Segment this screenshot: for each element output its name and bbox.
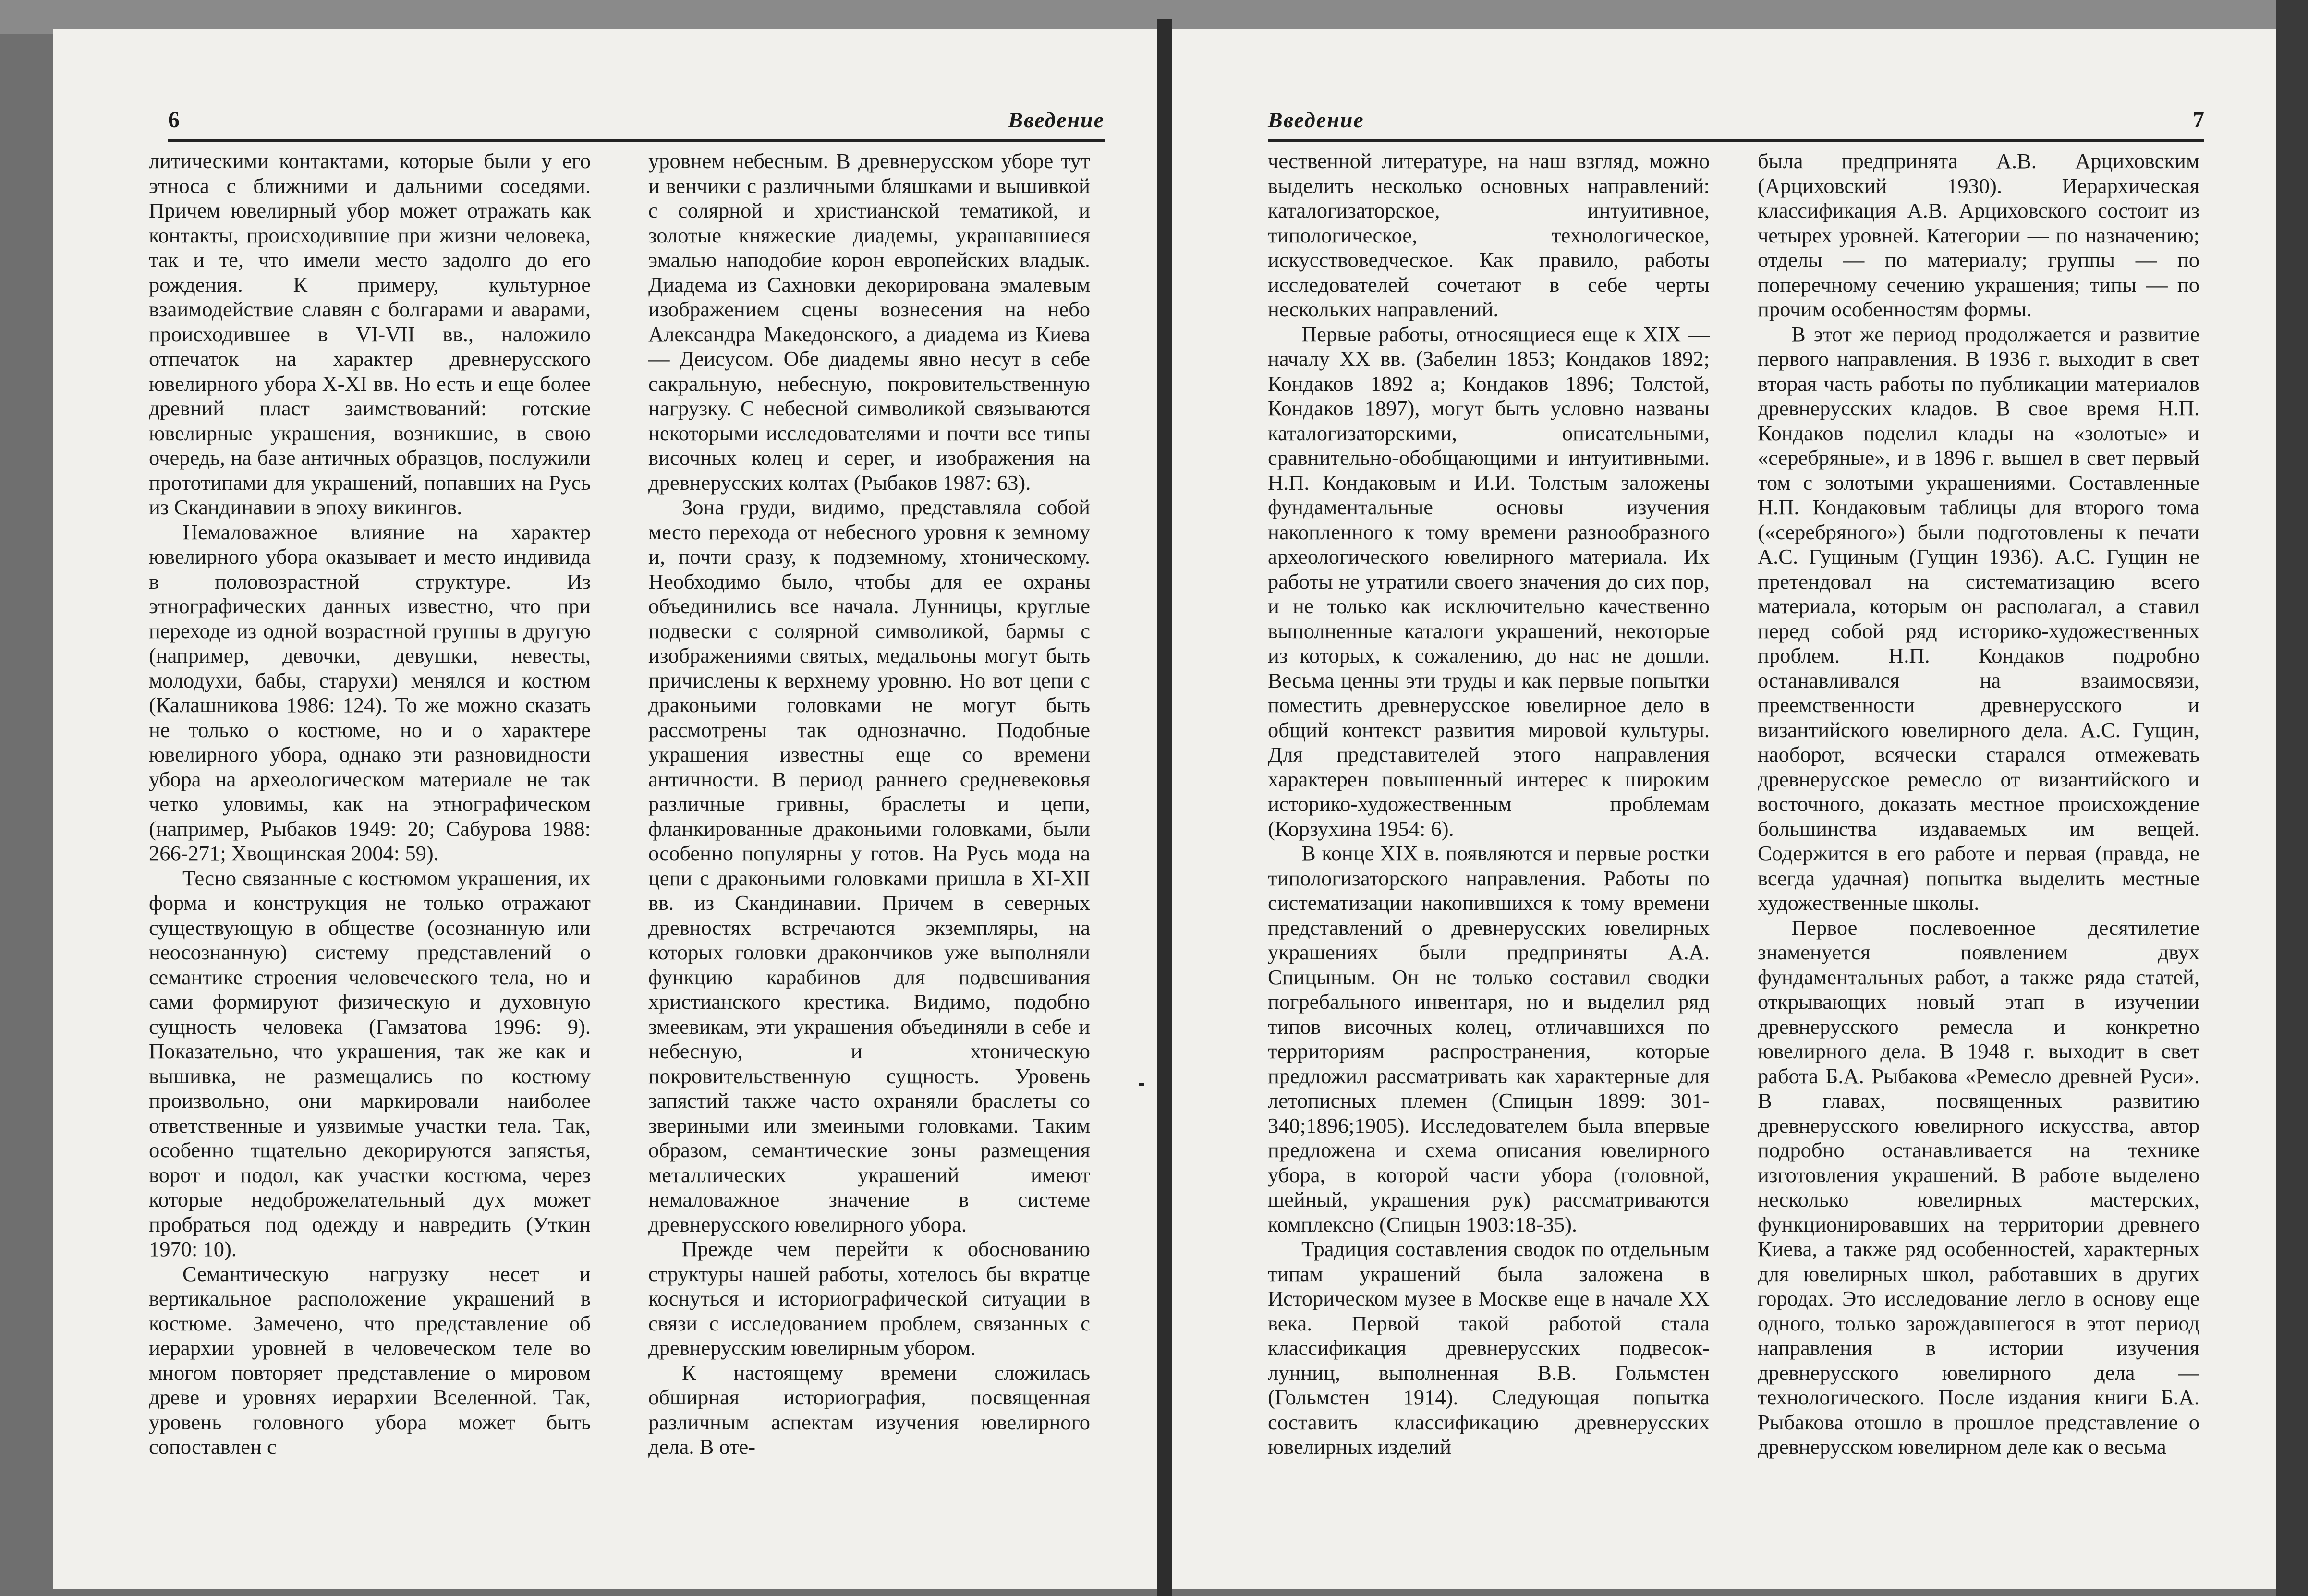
section-title-left: Введение (1008, 108, 1105, 132)
page-number-left: 6 (168, 107, 180, 133)
paragraph: Первое послевоенное десятилетие знаменуется появлением двух фундаментальных работ, а также ряда статей, открывающих новый этап в изучении древнерусского ремесла и конкретно ювелирного дела. В 1948 г. выходит в свет работа Б.А. Рыбакова «Ремесло древней Руси». В главах, посвященных развитию древнерусского ювелирного искусства, автор подробно останавливается на технике изготовления украшений. В работе выделено несколько ювелирных мастерских, функционировавших на территории древнего Киева, а также ряд особенностей, характерных для ювелирных школ, работавших в других городах. Это исследование легло в основу еще одного, только зарождавшегося в этот период направления в истории изучения древнерусского ювелирного дела — технологического. После издания книги Б.А. Рыбакова отошло в прошлое представление о древнерусском ювелирном деле как о весьма (1758, 915, 2199, 1459)
paragraph: литическими контактами, которые были у его этноса с ближними и дальними соседями. Причем ювелирный убор может отражать как контакты, происходившие при жизни человека, так и те, что имели место задолго до его рождения. К примеру, культурное взаимодействие славян с болгарами и аварами, происходившее в VI-VII вв., наложило отпечаток на характер древнерусского ювелирного убора X-XI вв. Но есть и еще более древний пласт заимствований: готские ювелирные украшения, возникшие, в свою очередь, на базе античных образцов, послужили прототипами для украшений, попавших на Русь из Скандинавии в эпоху викингов. (149, 149, 591, 519)
left-page (53, 29, 1157, 1589)
paragraph: К настоящему времени сложилась обширная историография, посвященная различным аспектам изучения ювелирного дела. В оте- (648, 1360, 1090, 1459)
paragraph: В этот же период продолжается и развитие первого направления. В 1936 г. выходит в свет вторая часть работы по публикации материалов древнерусских кладов. В свое время Н.П. Кондаков поделил клады на «золотые» и «серебряные», и в 1896 г. вышел в свет первый том с золотыми украшениями. Составленные Н.П. Кондаковым таблицы для второго тома («серебряного») были подготовлены к печати А.С. Гущиным (Гущин 1936). А.С. Гущин не претендовал на систематизацию всего материала, которым он располагал, а ставил перед собой ряд историко-художественных проблем. Н.П. Кондаков подробно останавливался на взаимосвязи, преемственности древнерусского и византийского ювелирного дела. А.С. Гущин, наоборот, всячески старался отмежевать древнерусское ремесло от византийского и восточного, доказать местное происхождение большинства издаваемых им вещей. Содержится в его работе и первая (правда, не всегда удачная) попытка выделить местные художественные школы. (1758, 322, 2199, 915)
paragraph: чественной литературе, на наш взгляд, можно выделить несколько основных направлений: каталогизаторское, интуитивное, типологическое, технологическое, искусствоведческое. Как правило, работы исследователей сочетают в себе черты нескольких направлений. (1268, 149, 1710, 321)
paragraph: Первые работы, относящиеся еще к XIX — началу XX вв. (Забелин 1853; Кондаков 1892; Кондаков 1892 а; Кондаков 1896; Толстой, Кондаков 1897), могут быть условно названы каталогизаторскими, описательными, сравнительно-обобщающими и интуитивными. Н.П. Кондаковым и И.И. Толстым заложены фундаментальные основы изучения накопленного к тому времени разнообразного археологического ювелирного материала. Их работы не утратили своего значения до сих пор, и не только как исключительно качественно выполненные каталоги украшений, некоторые из которых, к сожалению, до нас не дошли. Весьма ценны эти труды и как первые попытки поместить древнерусское ювелирное дело в общий контекст развития мировой культуры. Для представителей этого направления характерен повышенный интерес к широким историко-художественным проблемам (Корзухина 1954: 6). (1268, 322, 1710, 841)
running-head-right (1268, 101, 2204, 142)
paragraph: Традиция составления сводок по отдельным типам украшений была заложена в Историческом музее в Москве еще в начале XX века. Первой такой работой стала классификация древнерусских подвесок-лунниц, выполненная В.В. Гольмстен (Гольмстен 1914). Следующая попытка составить классификацию древнерусских ювелирных изделий (1268, 1237, 1710, 1459)
paragraph: Немаловажное влияние на характер ювелирного убора оказывает и место индивида в половозрастной структуре. Из этнографических данных известно, что при переходе из одной возрастной группы в другую (например, девочки, девушки, невесты, молодухи, бабы, старухи) менялся и костюм (Калашникова 1986: 124). То же можно сказать не только о костюме, но и о характере ювелирного убора, однако эти разновидности убора на археологическом материале не так четко уловимы, как на этнографическом (например, Рыбаков 1949: 20; Сабурова 1988: 266-271; Хвощинская 2004: 59). (149, 520, 591, 865)
running-head-left (168, 101, 1105, 142)
paragraph: Семантическую нагрузку несет и вертикальное расположение украшений в костюме. Замечено, что представление об иерархии уровней в человеческом теле во многом повторяет представление о мировом древе и уровнях иерархии Вселенной. Так, уровень головного убора может быть сопоставлен с (149, 1261, 591, 1459)
paragraph: Тесно связанные с костюмом украшения, их форма и конструкция не только отражают существующую в обществе (осознанную или неосознанную) систему представлений о семантике строения человеческого тела, но и сами формируют физическую и духовную сущность человека (Гамзатова 1996: 9). Показательно, что украшения, так же как и вышивка, не размещались по костюму произвольно, они маркировали наиболее ответственные и уязвимые участки тела. Так, особенно тщательно декорируются запястья, ворот и подол, как участки костюма, через которые недоброжелательный дух может пробраться под одежду и навредить (Уткин 1970: 10). (149, 866, 591, 1261)
left-column-2 (648, 149, 1090, 1541)
section-title-right: Введение (1268, 108, 1364, 132)
paragraph: Прежде чем перейти к обоснованию структуры нашей работы, хотелось бы вкратце коснуться и историографической ситуации в связи с исследованием проблем, связанных с древнерусским ювелирным убором. (648, 1237, 1090, 1360)
page-number-right: 7 (2193, 107, 2204, 133)
paragraph: была предпринята А.В. Арциховским (Арциховский 1930). Иерархическая классификация А.В. Арциховского состоит из четырех уровней. Категории — по назначению; отделы — по материалу; группы — по поперечному сечению украшения; типы — по прочим особенностям формы. (1758, 149, 2199, 321)
right-column-2 (1758, 149, 2199, 1541)
scan-speck (1139, 1083, 1144, 1086)
scan-background-right (2276, 0, 2308, 1596)
left-column-1 (149, 149, 591, 1541)
right-page (1172, 29, 2276, 1589)
paragraph: уровнем небесным. В древнерусском уборе тут и венчики с различными бляшками и вышивкой с солярной и христианской тематикой, и золотые княжеские диадемы, украшавшиеся эмалью наподобие корон европейских владык. Диадема из Сахновки декорирована эмалевым изображением сцены вознесения на небо Александра Македонского, а диадема из Киева — Деисусом. Обе диадемы явно несут в себе сакральную, небесную, покровительственную нагрузку. С небесной символикой связываются некоторыми исследователями и почти все типы височных колец и серег, и изображения на древнерусских колтах (Рыбаков 1987: 63). (648, 149, 1090, 495)
book-gutter (1157, 19, 1172, 1596)
paragraph: В конце XIX в. появляются и первые ростки типологизаторского направления. Работы по систематизации накопившихся к тому времени представлений о древнерусских ювелирных украшениях были предприняты А.А. Спицыным. Он не только составил сводки погребального инвентаря, но и выделил ряд типов височных колец, отличавшихся по территориям распространения, которые предложил рассматривать как характерные для летописных племен (Спицын 1899: 301-340;1896;1905). Исследователем была впервые предложена и схема описания ювелирного убора, в которой части убора (головной, шейный, украшения рук) рассматриваются комплексно (Спицын 1903:18-35). (1268, 841, 1710, 1236)
right-column-1 (1268, 149, 1710, 1541)
paragraph: Зона груди, видимо, представляла собой место перехода от небесного уровня к земному и, почти сразу, к подземному, хтоническому. Необходимо было, чтобы для ее охраны объединились все начала. Лунницы, круглые подвески с солярной символикой, бармы с изображениями святых, медальоны могут быть причислены к верхнему уровню. Но вот цепи с драконьими головками не могут быть рассмотрены так однозначно. Подобные украшения известны еще со времени античности. В период раннего средневековья различные гривны, браслеты и цепи, фланкированные драконьими головками, были особенно популярны у готов. На Русь мода на цепи с драконьими головками пришла в XI-XII вв. из Скандинавии. Причем в северных древностях встречаются экземпляры, на которых головки дракончиков уже выполняли функцию карабинов для подвешивания христианского крестика. Видимо, подобно змеевикам, эти украшения объединяли в себе и небесную, и хтоническую покровительственную сущность. Уровень запястий также часто охраняли браслеты со звериными или змеиными головками. Таким образом, семантические зоны размещения металлических украшений имеют немаловажное значение в системе древнерусского ювелирного убора. (648, 495, 1090, 1236)
